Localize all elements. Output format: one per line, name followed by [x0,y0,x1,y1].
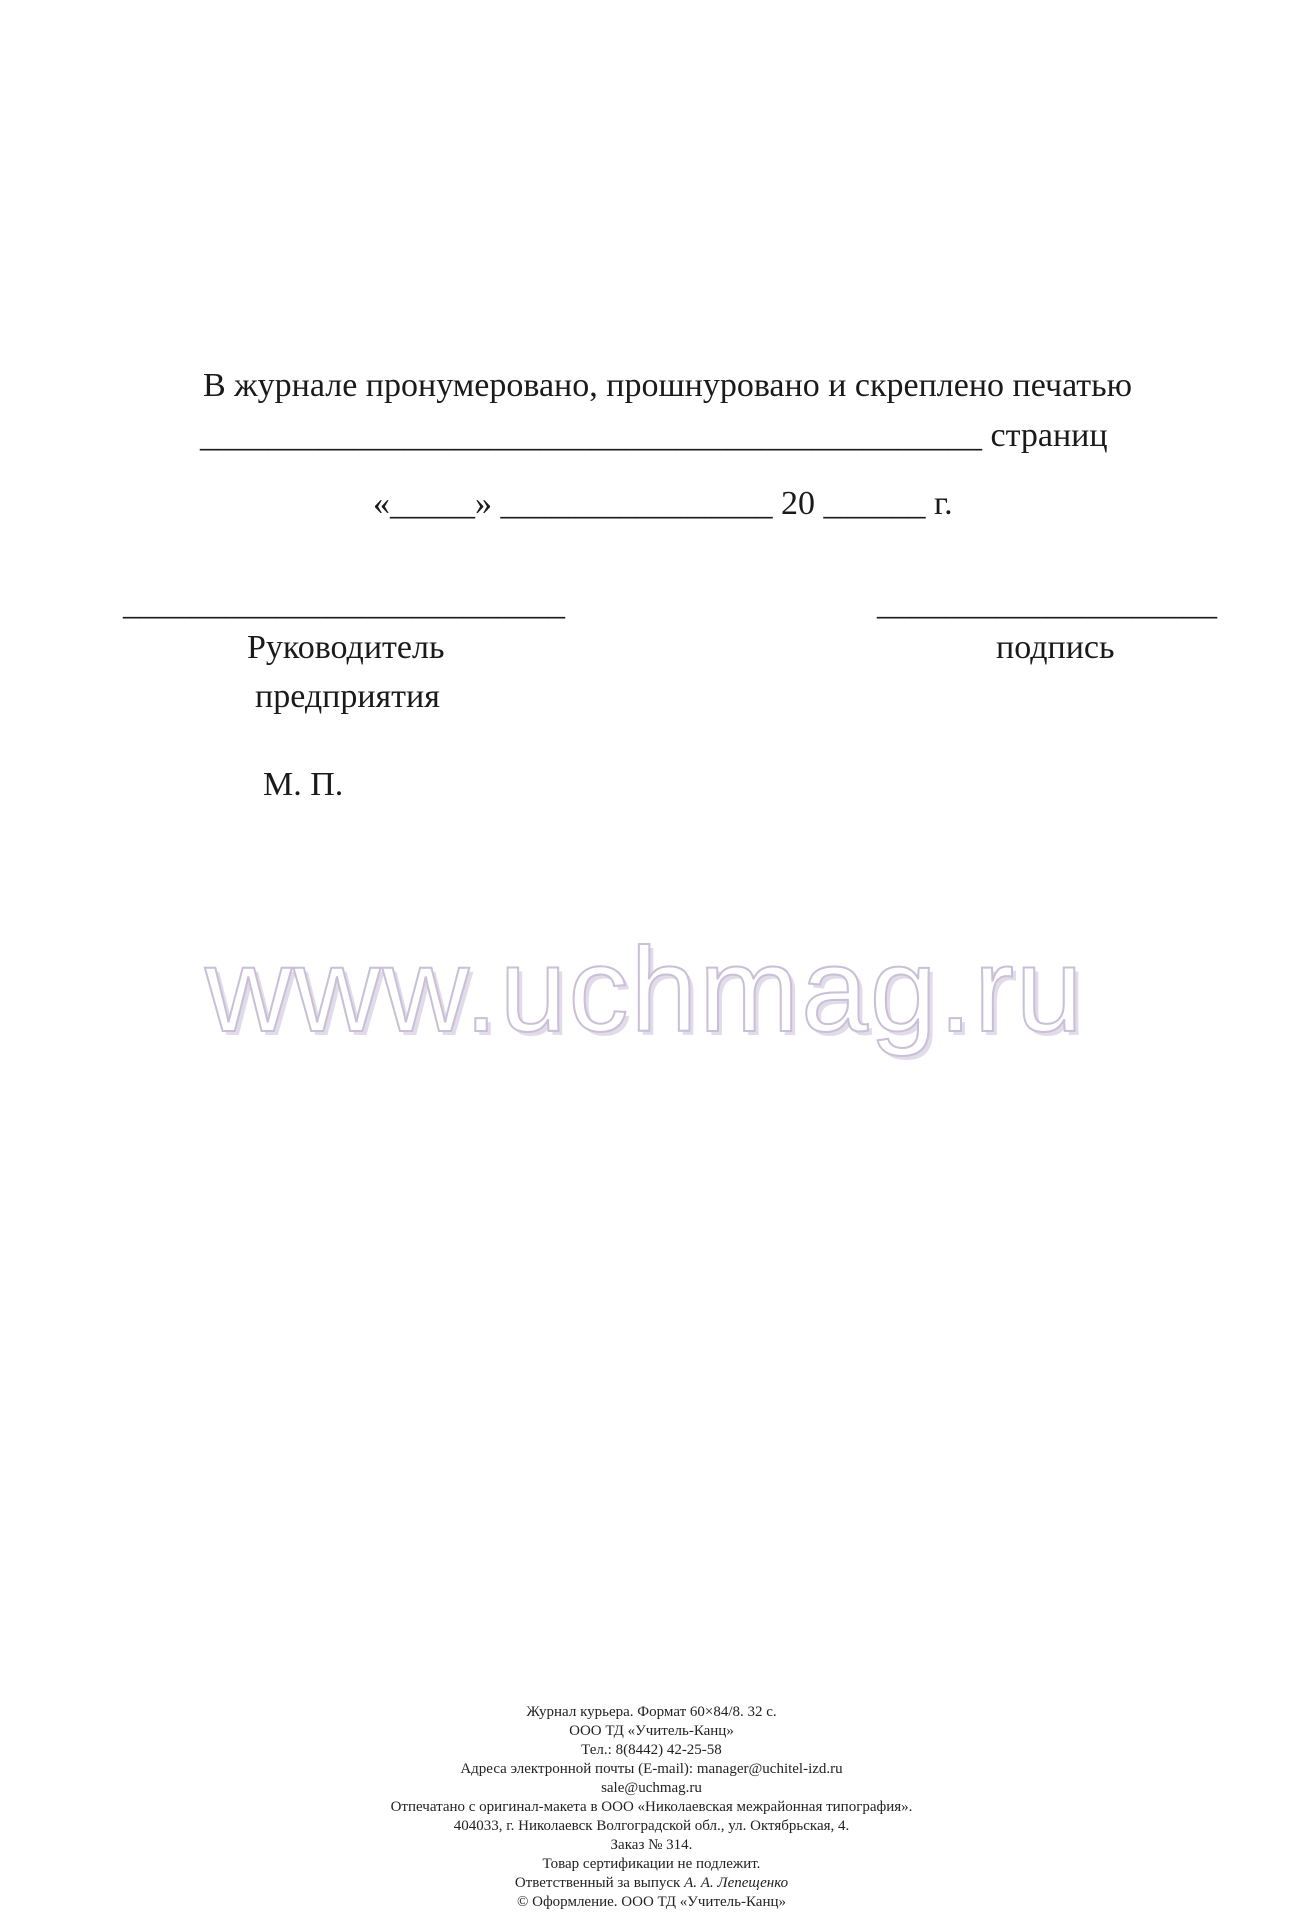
role-label-line2: предприятия [255,678,440,715]
manager-blank-line: __________________________ [123,585,565,622]
imprint-line: Тел.: 8(8442) 42-25-58 [581,1742,722,1758]
date-line: «_____» ________________ 20 ______ г. [373,485,953,522]
responsible-name: А. А. Лепещенко [684,1875,789,1891]
imprint-line: Журнал курьера. Формат 60×84/8. 32 с. [526,1704,777,1720]
certification-text: В журнале пронумеровано, прошнуровано и скреплено печатью [203,367,1133,404]
imprint-line: ООО ТД «Учитель-Канц» [569,1723,734,1739]
imprint-line: Товар сертификации не подлежит. [542,1856,761,1872]
imprint-line: sale@uchmag.ru [601,1780,702,1796]
imprint-line: © Оформление. ООО ТД «Учитель-Канц» [516,1894,786,1910]
stamp-place-label: М. П. [263,766,344,803]
watermark: www.uchmag.ru [205,923,1085,1057]
page-count-line: ______________________________________________ страниц [200,417,1108,454]
signature-blank-line: ____________________ [877,585,1217,622]
imprint-line: 404033, г. Николаевск Волгоградской обл., ул. Октябрьская, 4. [453,1818,850,1834]
role-label-line1: Руководитель [247,629,445,666]
imprint-line: Заказ № 314. [610,1837,693,1853]
signature-label: подпись [996,629,1115,666]
imprint-line: Адреса электронной почты (E-mail): manager@uchitel-izd.ru [460,1761,843,1777]
imprint-line: Отпечатано с оригинал-макета в ООО «Николаевская межрайонная типография». [390,1799,913,1815]
responsible-prefix: Ответственный за выпуск [514,1875,685,1891]
imprint-responsible-line [0,1874,1303,1893]
imprint-block [0,1703,1303,1912]
